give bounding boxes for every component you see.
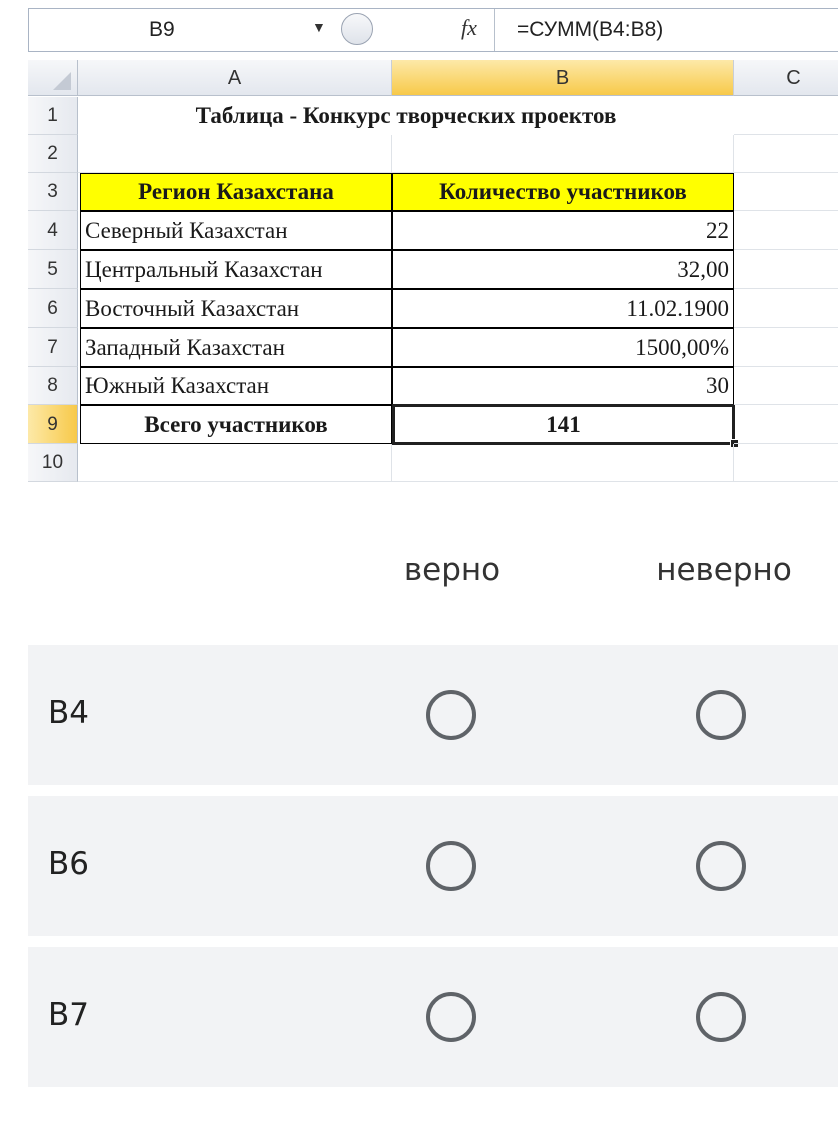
quiz-row-b6 bbox=[28, 796, 838, 936]
row-header-5[interactable]: 5 bbox=[28, 250, 78, 289]
quiz-row-b7 bbox=[28, 947, 838, 1087]
quiz-row-label: B4 bbox=[48, 695, 89, 731]
row-header-6[interactable]: 6 bbox=[28, 289, 78, 328]
cell-a2[interactable] bbox=[78, 135, 392, 173]
option-header-correct: верно bbox=[403, 552, 501, 588]
cell-a7[interactable]: Западный Казахстан bbox=[80, 328, 392, 367]
row-header-8[interactable]: 8 bbox=[28, 367, 78, 405]
cell-a9-total-label[interactable]: Всего участников bbox=[80, 405, 392, 444]
cell-c3[interactable] bbox=[734, 173, 838, 211]
row-header-3[interactable]: 3 bbox=[28, 173, 78, 211]
row-header-1[interactable]: 1 bbox=[28, 97, 78, 135]
cell-c4[interactable] bbox=[734, 211, 838, 250]
radio-b6-correct[interactable] bbox=[426, 841, 476, 891]
name-box-value: B9 bbox=[149, 18, 175, 41]
radio-b6-incorrect[interactable] bbox=[696, 841, 746, 891]
cell-b10[interactable] bbox=[392, 444, 734, 482]
quiz-row-label: B6 bbox=[48, 846, 89, 882]
cell-b7[interactable]: 1500,00% bbox=[392, 328, 734, 367]
column-header-c[interactable]: C bbox=[734, 60, 838, 96]
cell-c5[interactable] bbox=[734, 250, 838, 289]
table-title[interactable] bbox=[78, 97, 734, 135]
formula-bar-divider bbox=[494, 9, 495, 51]
cell-b4[interactable]: 22 bbox=[392, 211, 734, 250]
cell-b5[interactable]: 32,00 bbox=[392, 250, 734, 289]
cell-b8[interactable]: 30 bbox=[392, 367, 734, 405]
cell-b6[interactable]: 11.02.1900 bbox=[392, 289, 734, 328]
cell-b9-selected[interactable]: 141 bbox=[392, 404, 735, 445]
formula-bar-resize-handle[interactable] bbox=[341, 13, 373, 45]
quiz-row-label: B7 bbox=[48, 997, 89, 1033]
row-header-7[interactable]: 7 bbox=[28, 328, 78, 367]
table-title-text: Таблица - Конкурс творческих проектов bbox=[195, 103, 617, 128]
radio-b4-incorrect[interactable] bbox=[696, 690, 746, 740]
cell-c1[interactable] bbox=[734, 97, 838, 135]
quiz-row-b4 bbox=[28, 645, 838, 785]
spreadsheet-screenshot bbox=[0, 0, 838, 486]
option-header-incorrect: неверно bbox=[656, 552, 792, 588]
cell-a5[interactable]: Центральный Казахстан bbox=[80, 250, 392, 289]
dropdown-arrow-icon[interactable]: ▼ bbox=[312, 19, 326, 35]
name-box[interactable] bbox=[29, 9, 333, 51]
cell-c2[interactable] bbox=[734, 135, 838, 173]
radio-b7-correct[interactable] bbox=[426, 992, 476, 1042]
radio-b4-correct[interactable] bbox=[426, 690, 476, 740]
cell-c8[interactable] bbox=[734, 367, 838, 405]
cell-a8[interactable]: Южный Казахстан bbox=[80, 367, 392, 405]
header-cell-count[interactable]: Количество участников bbox=[392, 173, 734, 211]
cell-c10[interactable] bbox=[734, 444, 838, 482]
column-header-a[interactable]: A bbox=[78, 60, 392, 96]
cell-c6[interactable] bbox=[734, 289, 838, 328]
row-header-9[interactable]: 9 bbox=[28, 405, 78, 444]
cell-a4[interactable]: Северный Казахстан bbox=[80, 211, 392, 250]
select-all-corner[interactable] bbox=[28, 60, 78, 96]
row-header-10[interactable]: 10 bbox=[28, 444, 78, 482]
radio-b7-incorrect[interactable] bbox=[696, 992, 746, 1042]
cell-a10[interactable] bbox=[78, 444, 392, 482]
insert-function-icon[interactable]: fx bbox=[461, 15, 477, 40]
column-header-b[interactable]: B bbox=[392, 60, 734, 96]
row-header-2[interactable]: 2 bbox=[28, 135, 78, 173]
cell-a6[interactable]: Восточный Казахстан bbox=[80, 289, 392, 328]
formula-text[interactable]: =СУММ(B4:B8) bbox=[517, 18, 664, 41]
row-header-4[interactable]: 4 bbox=[28, 211, 78, 250]
cell-c7[interactable] bbox=[734, 328, 838, 367]
cell-b2[interactable] bbox=[392, 135, 734, 173]
cell-c9[interactable] bbox=[734, 405, 838, 444]
select-all-triangle-icon bbox=[53, 72, 71, 90]
formula-bar bbox=[28, 8, 838, 52]
header-cell-region[interactable]: Регион Казахстана bbox=[80, 173, 392, 211]
